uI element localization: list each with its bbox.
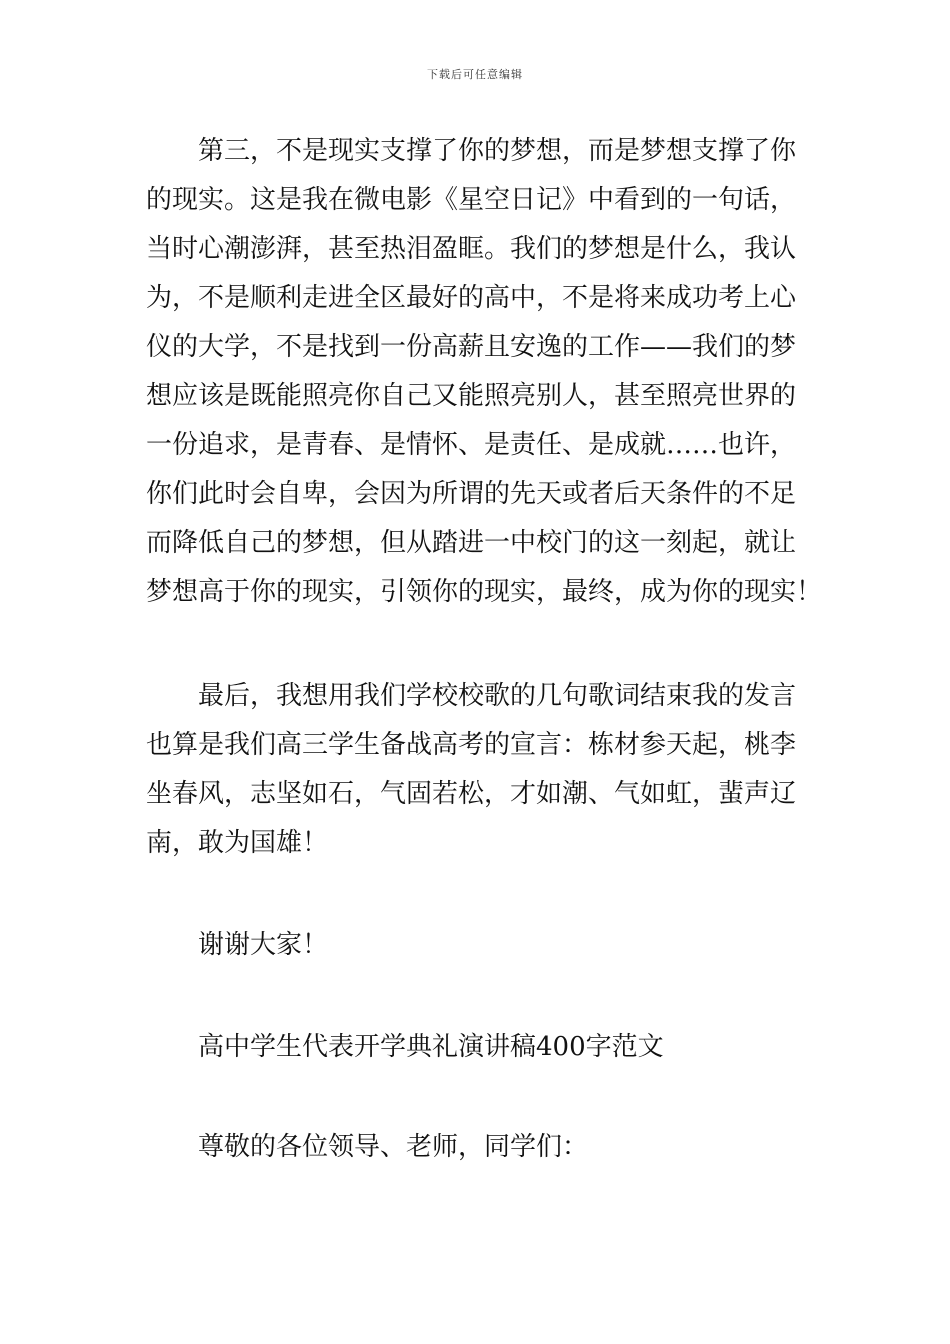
paragraph-line: 想应该是既能照亮你自己又能照亮别人，甚至照亮世界的 bbox=[146, 381, 797, 411]
header-note: 下载后可任意编辑 bbox=[427, 68, 523, 81]
paragraph-line: 当时心潮澎湃，甚至热泪盈眶。我们的梦想是什么，我认 bbox=[146, 234, 797, 264]
paragraph-line: 你们此时会自卑，会因为所谓的先天或者后天条件的不足 bbox=[146, 479, 797, 509]
salutation: 尊敬的各位领导、老师，同学们： bbox=[198, 1132, 589, 1162]
paragraph-line: 一份追求，是青春、是情怀、是责任、是成就……也许， bbox=[146, 430, 797, 460]
paragraph-line: 为，不是顺利走进全区最好的高中，不是将来成功考上心 bbox=[146, 283, 797, 313]
paragraph-line: 梦想高于你的现实，引领你的现实，最终，成为你的现实！ bbox=[146, 577, 823, 607]
paragraph-line: 最后，我想用我们学校校歌的几句歌词结束我的发言 bbox=[198, 681, 797, 711]
paragraph-line: 也算是我们高三学生备战高考的宣言：栋材参天起，桃李 bbox=[146, 730, 797, 760]
paragraph-line: 第三，不是现实支撑了你的梦想，而是梦想支撑了你 bbox=[198, 136, 797, 166]
paragraph-line: 坐春风，志坚如石，气固若松，才如潮、气如虹，蜚声辽 bbox=[146, 779, 797, 809]
speech-title: 高中学生代表开学典礼演讲稿400字范文 bbox=[198, 1032, 664, 1062]
paragraph-line: 的现实。这是我在微电影《星空日记》中看到的一句话， bbox=[146, 185, 797, 215]
paragraph-line: 仪的大学，不是找到一份高薪且安逸的工作——我们的梦 bbox=[146, 332, 797, 362]
closing-thanks: 谢谢大家！ bbox=[198, 930, 329, 960]
paragraph-line: 而降低自己的梦想，但从踏进一中校门的这一刻起，就让 bbox=[146, 528, 797, 558]
paragraph-line: 南，敢为国雄！ bbox=[146, 828, 329, 858]
